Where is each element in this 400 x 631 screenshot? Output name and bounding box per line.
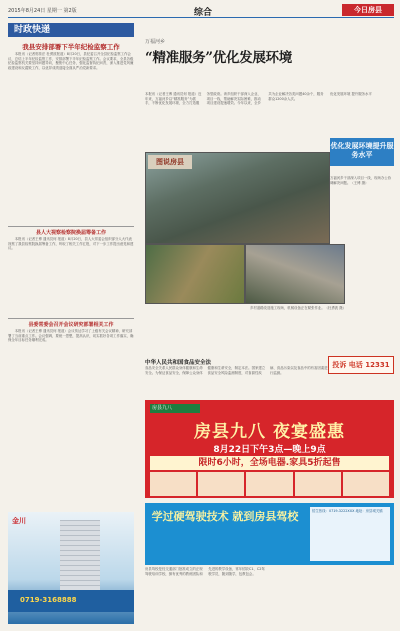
- ad-tile: [343, 472, 389, 496]
- ad-tile: [295, 472, 341, 496]
- hotline-box: 投诉 电话 12331: [328, 356, 394, 374]
- left-ad-logo: 金川: [12, 517, 26, 525]
- sale-ad-title: 房县九八 夜宴盛惠: [194, 422, 345, 442]
- issue-date: 2015年8月24日 星期一 第2版: [8, 8, 77, 14]
- article1-text: 本报讯（记者郭传法 杜勇波报道）8月20日，县纪委召开全县纪检监察工作会议，总结上半年纪检监察工作，安排部署下半年纪检监察工作。会议要求，全县各级纪检监察机关要坚持问题导向，聚焦中心任务，强化监督执纪问责，深入推进党风廉政建设和反腐败工作，以优异成绩迎接全面从严治党新要求。: [8, 52, 134, 70]
- driving-school-body: 房县驾校是经交通部门批准成立的正规驾驶培训学校，拥有优秀的教练团队和先进的教学设备，常年招收C1、C2驾驶学员，随到随学，包教包会。: [145, 567, 265, 576]
- section-name: 综合: [194, 8, 213, 18]
- ad-tile: [246, 472, 292, 496]
- article2-body: [8, 237, 134, 315]
- food-law-body: 食品安全关系人民群众身体健康和生命安全。为保证食品安全，保障公众身体健康和生命安全，制定本法。国家建立食品安全风险监测制度，对食源性疾病、食品污染以及食品中的有害因素进行监测。: [145, 366, 328, 375]
- ad-tile: [198, 472, 244, 496]
- masthead-logo: 今日房县: [342, 4, 394, 16]
- divider: [8, 318, 134, 319]
- feature-banner: 优化发展环境提升服务水平: [330, 138, 394, 166]
- driving-school-info: 招生热线：0719-3222XXX 地址：房县城关镇: [310, 507, 390, 561]
- food-law-title: 中华人民共和国食品安全法: [145, 360, 212, 366]
- sale-ad-date: 8月22日下午3点—晚上9点: [213, 445, 326, 455]
- photo-road-left: [145, 244, 245, 304]
- divider: [8, 226, 134, 227]
- photo-section-label: 图说房县: [148, 155, 192, 169]
- column-title: 时政快递: [8, 23, 134, 37]
- article3-title: 县委常委会召开会议研究部署相关工作: [28, 322, 114, 328]
- article1-title: 我县安排部署下半年纪检监察工作: [22, 43, 120, 51]
- page-header: [8, 4, 394, 18]
- driving-school-title: 学过硬驾驶技术 就到房县驾校: [151, 510, 299, 523]
- article2-text: 本报讯（记者王博 通讯员何 报道）8月20日，县人大常委会组织部分人大代表视察了我县检察院换届筹备工作，听取了相关工作汇报，对下一步工作提出意见和建议。: [8, 237, 134, 251]
- article3-body: [8, 329, 134, 507]
- building-image: [60, 520, 100, 590]
- article1-body: [8, 52, 134, 222]
- feature-title: “精准服务”优化发展环境: [145, 50, 292, 66]
- sale-ad-tiles: [150, 472, 389, 496]
- ad-tile: [150, 472, 196, 496]
- article3-text: 本报讯（记者王博 通讯员何 报道）会议传达学习了上级有关会议精神，研究部署了当前重点工作。会议强调，要统一思想，提高认识，切实抓好各项工作落实，确保全年目标任务顺利完成。: [8, 329, 134, 343]
- feature-subtitle: 万福河乡: [145, 39, 166, 45]
- sale-ad-subtitle: 限时6小时，全场电器.家具5折起售: [150, 456, 389, 470]
- feature-side-text: 优化发展环境 提升服务水平: [330, 92, 372, 96]
- photo-caption: 万福河乡干部深入项目一线，现场办公协调解决问题。（王博 摄）: [330, 176, 392, 185]
- article2-title: 县人大视察检察院换届筹备工作: [35, 230, 106, 236]
- feature-body: 本报讯（记者王博 通讯员何 报道）近年来，万福河乡以“精准服务”为抓手，不断优化发展环境，全力打造服务型政府。该乡组织干部深入企业、项目一线，帮助解决实际困难，推动项目建设提速增效。今年以来，全乡共为企业解决各类问题40余个，服务群众1200余人次。: [145, 92, 324, 105]
- left-ad-phone: 0719-3168888: [20, 596, 77, 604]
- sale-ad-logo: 房县九八: [150, 404, 200, 413]
- photo-caption-2: 乡村道路改造施工现场，机械设备正在紧张作业。（杜勇波 摄）: [250, 306, 347, 310]
- photo-road-right: [245, 244, 345, 304]
